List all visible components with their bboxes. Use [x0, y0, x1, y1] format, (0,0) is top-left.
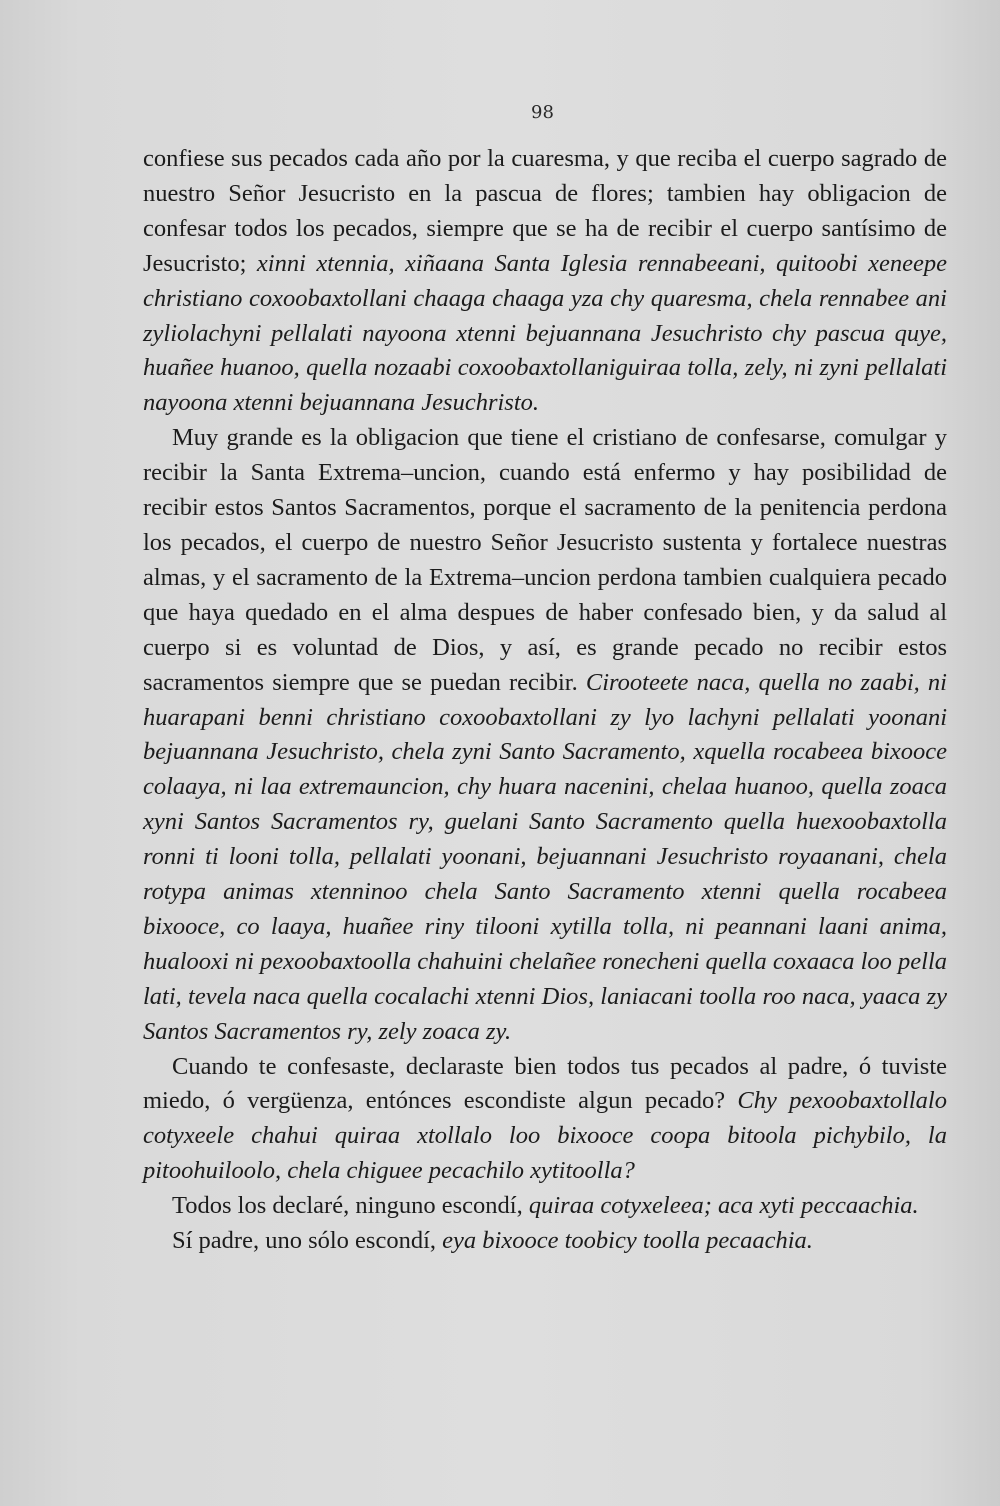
paragraph-2-spanish: Muy grande es la obligacion que tiene el cristiano de confesarse, comulgar y recibir la Santa Extrema–uncion, cuando está enfermo y hay posibilidad de recibir estos Santos Sacramentos, porque el sacramento de la penitencia perdona los pecados, el cuerpo de nuestro Señor Jesucristo sustenta y fortalece nuestras almas, y el sacramento de la Extrema–uncion perdona tambien cualquiera pecado que haya quedado en el alma despues de haber confesado bien, y da salud al cuerpo si es voluntad de Dios, y así, es grande pecado no recibir estos sacramentos siempre que se puedan recibir.	[143, 424, 947, 696]
paragraph-3-spanish: Cuando te confesaste, declaraste bien todos tus pecados al padre, ó tuviste miedo, ó vergüenza, entónces escondiste algun pecado?	[143, 1052, 947, 1115]
paragraph-5	[143, 1224, 947, 1259]
paragraph-3-zapotec: Chy pexoobaxtollalo cotyxeele chahui quiraa xtollalo loo bixooce coopa bitoola pichybilo, la pitoohuiloolo, chela chiguee pecachilo xytitoolla?	[143, 1087, 947, 1185]
paragraph-5-spanish: Sí padre, uno sólo escondí,	[172, 1227, 443, 1255]
paragraph-3	[143, 1050, 947, 1190]
paragraph-2-zapotec: Cirooteete naca, quella no zaabi, ni huarapani benni christiano coxoobaxtollani zy lyo lachyni pellalati yoonani bejuannana Jesuchristo, chela zyni Santo Sacramento, xquella rocabeea bixooce colaaya, ni laa extremauncion, chy huara nacenini, chelaa huanoo, quella zoaca xyni Santos Sacramentos ry, guelani Santo Sacramento quella huexoobaxtolla ronni ti looni tolla, pellalati yoonani, bejuannani Jesuchristo royaanani, chela rotypa animas xtenninoo chela Santo Sacramento xtenni quella rocabeea bixooce, co laaya, huañee riny tilooni xytilla tolla, ni peannani laani anima, hualooxi ni pexoobaxtoolla chahuini chelañee ronecheni quella coxaaca loo pella lati, tevela naca quella cocalachi xtenni Dios, laniacani toolla roo naca, yaaca zy Santos Sacramentos ry, zely zoaca zy.	[143, 668, 947, 1045]
paragraph-5-zapotec: eya bixooce toobicy toolla pecaachia.	[442, 1227, 813, 1255]
paragraph-1-spanish: confiese sus pecados cada año por la cuaresma, y que reciba el cuerpo sagrado de nuestro Señor Jesucristo en la pascua de flores; tambien hay obligacion de confesar todos los pecados, siempre que se ha de recibir el cuerpo santísimo de Jesucristo;	[143, 145, 947, 277]
body-text	[143, 142, 947, 1259]
paragraph-4	[143, 1189, 947, 1224]
paragraph-4-zapotec: quiraa cotyxeleea; aca xyti peccaachia.	[528, 1192, 919, 1220]
page-number: 98	[531, 102, 554, 123]
paragraph-1-zapotec: xinni xtennia, xiñaana Santa Iglesia rennabeeani, quitoobi xeneepe christiano coxoobaxtollani chaaga chaaga yza chy quaresma, chela rennabee ani zyliolachyni pellalati nayoona xtenni bejuannana Jesuchristo chy pascua quye, huañee huanoo, quella nozaabi coxoobaxtollaniguiraa tolla, zely, ni zyni pellalati nayoona xtenni bejuannana Jesuchristo.	[143, 249, 947, 417]
paragraph-2	[143, 421, 947, 1049]
paragraph-4-spanish: Todos los declaré, ninguno escondí,	[172, 1192, 529, 1220]
paragraph-1	[143, 142, 947, 421]
